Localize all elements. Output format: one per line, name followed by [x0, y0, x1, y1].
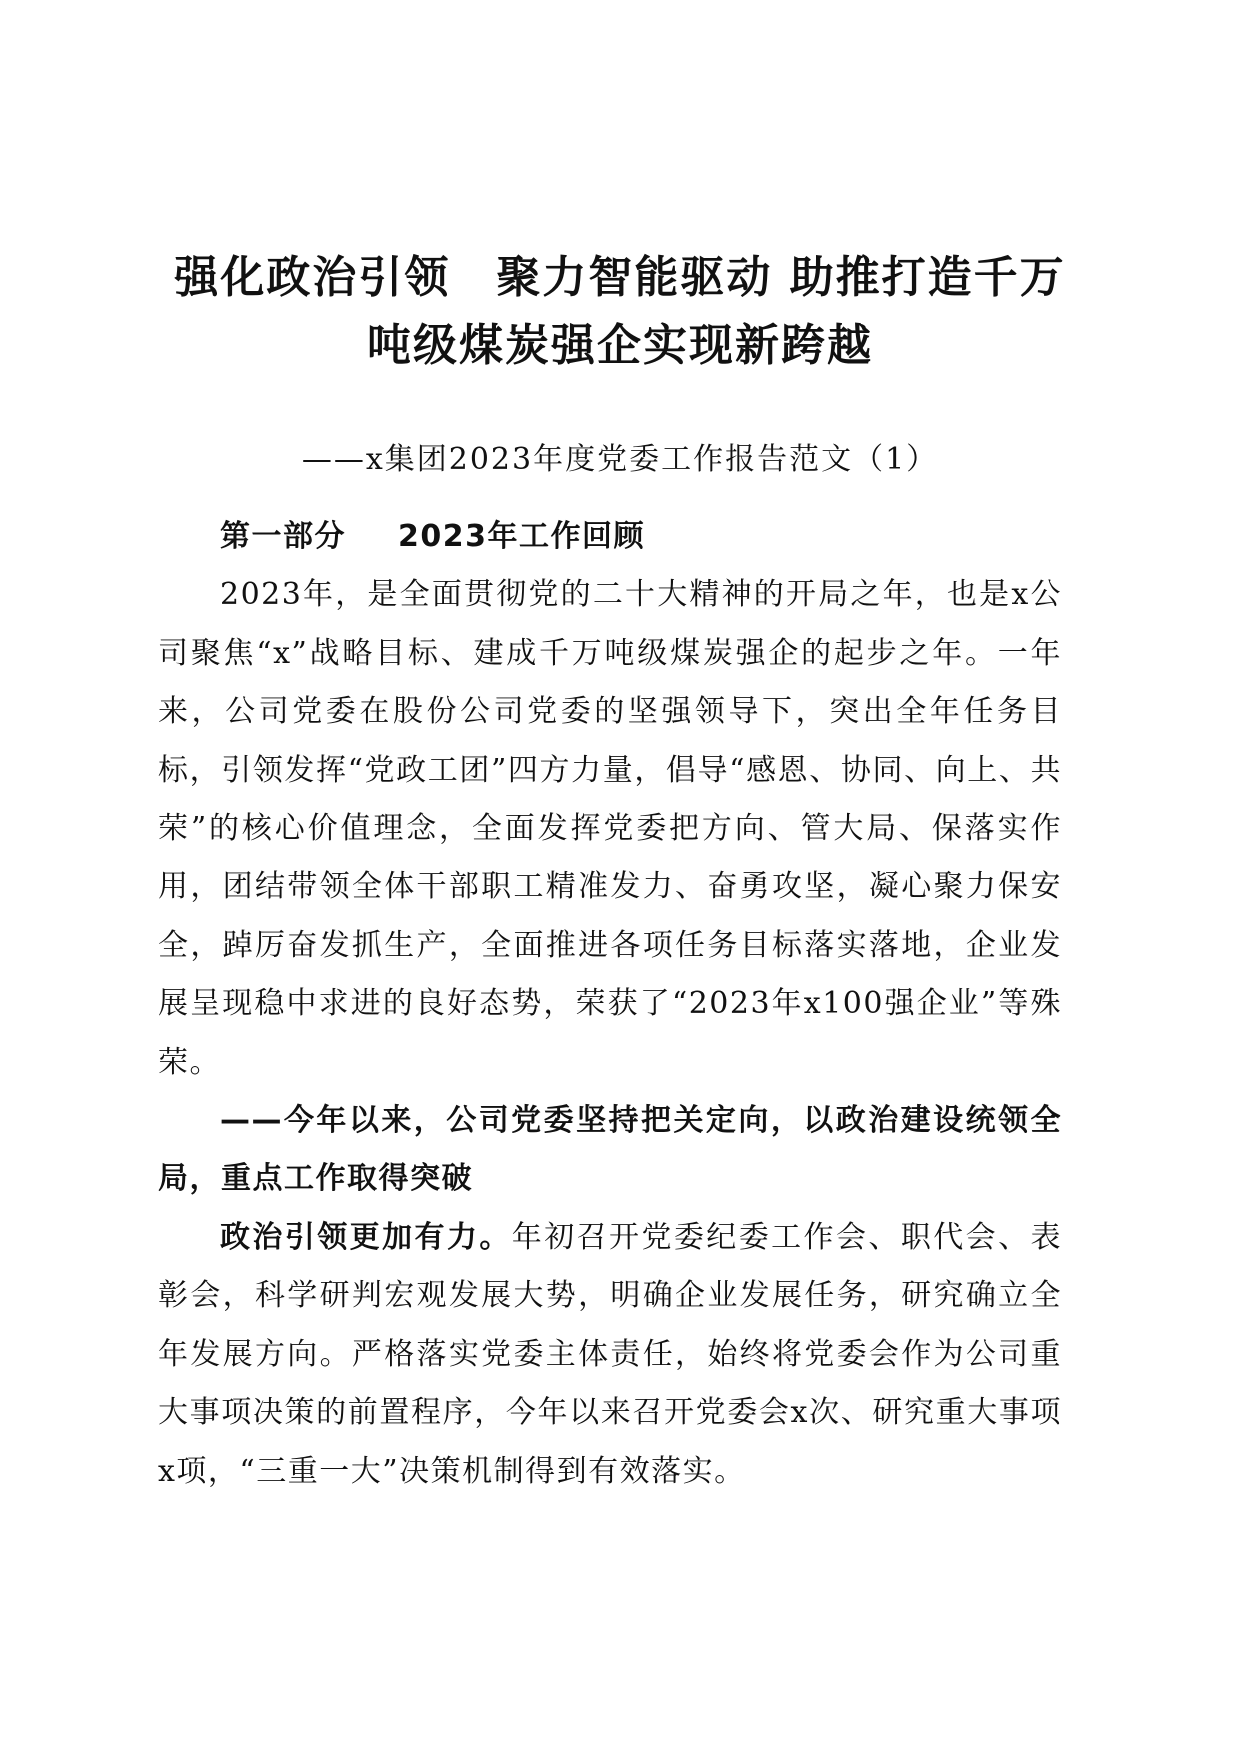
section-label: 第一部分: [220, 519, 346, 554]
section-heading: [158, 508, 1062, 566]
intro-paragraph: 2023年，是全面贯彻党的二十大精神的开局之年，也是x公司聚焦“x”战略目标、建成千万吨级煤炭强企的起步之年。一年来，公司党委在股份公司党委的坚强领导下，突出全年任务目标，引领发挥“党政工团”四方力量，倡导“感恩、协同、向上、共荣”的核心价值理念，全面发挥党委把方向、管大局、保落实作用，团结带领全体干部职工精准发力、奋勇攻坚，凝心聚力保安全，踔厉奋发抓生产，全面推进各项任务目标落实落地，企业发展呈现稳中求进的良好态势，荣获了“2023年x100强企业”等殊荣。: [158, 577, 1062, 1080]
document-title: [140, 244, 1100, 380]
title-line-2: 吨级煤炭强企实现新跨越: [367, 320, 873, 371]
subsection-heading: ——今年以来，公司党委坚持把关定向，以政治建设统领全局，重点工作取得突破: [158, 1103, 1062, 1197]
document-subtitle: ——x集团2023年度党委工作报告范文（1）: [301, 442, 939, 477]
title-line-1: 强化政治引领 聚力智能驱动 助推打造千万: [174, 252, 1066, 303]
document-body: [158, 508, 1062, 1501]
paragraph-political-leadership: [158, 1209, 1062, 1501]
paragraph-text: 年初召开党委纪委工作会、职代会、表彰会，科学研判宏观发展大势，明确企业发展任务，研究确立全年发展方向。严格落实党委主体责任，始终将党委会作为公司重大事项决策的前置程序，今年以来召开党委会x次、研究重大事项x项，“三重一大”决策机制得到有效落实。: [158, 1219, 1063, 1489]
section-title: 2023年工作回顾: [398, 519, 645, 554]
paragraph-lead: 政治引领更加有力。: [220, 1219, 512, 1255]
